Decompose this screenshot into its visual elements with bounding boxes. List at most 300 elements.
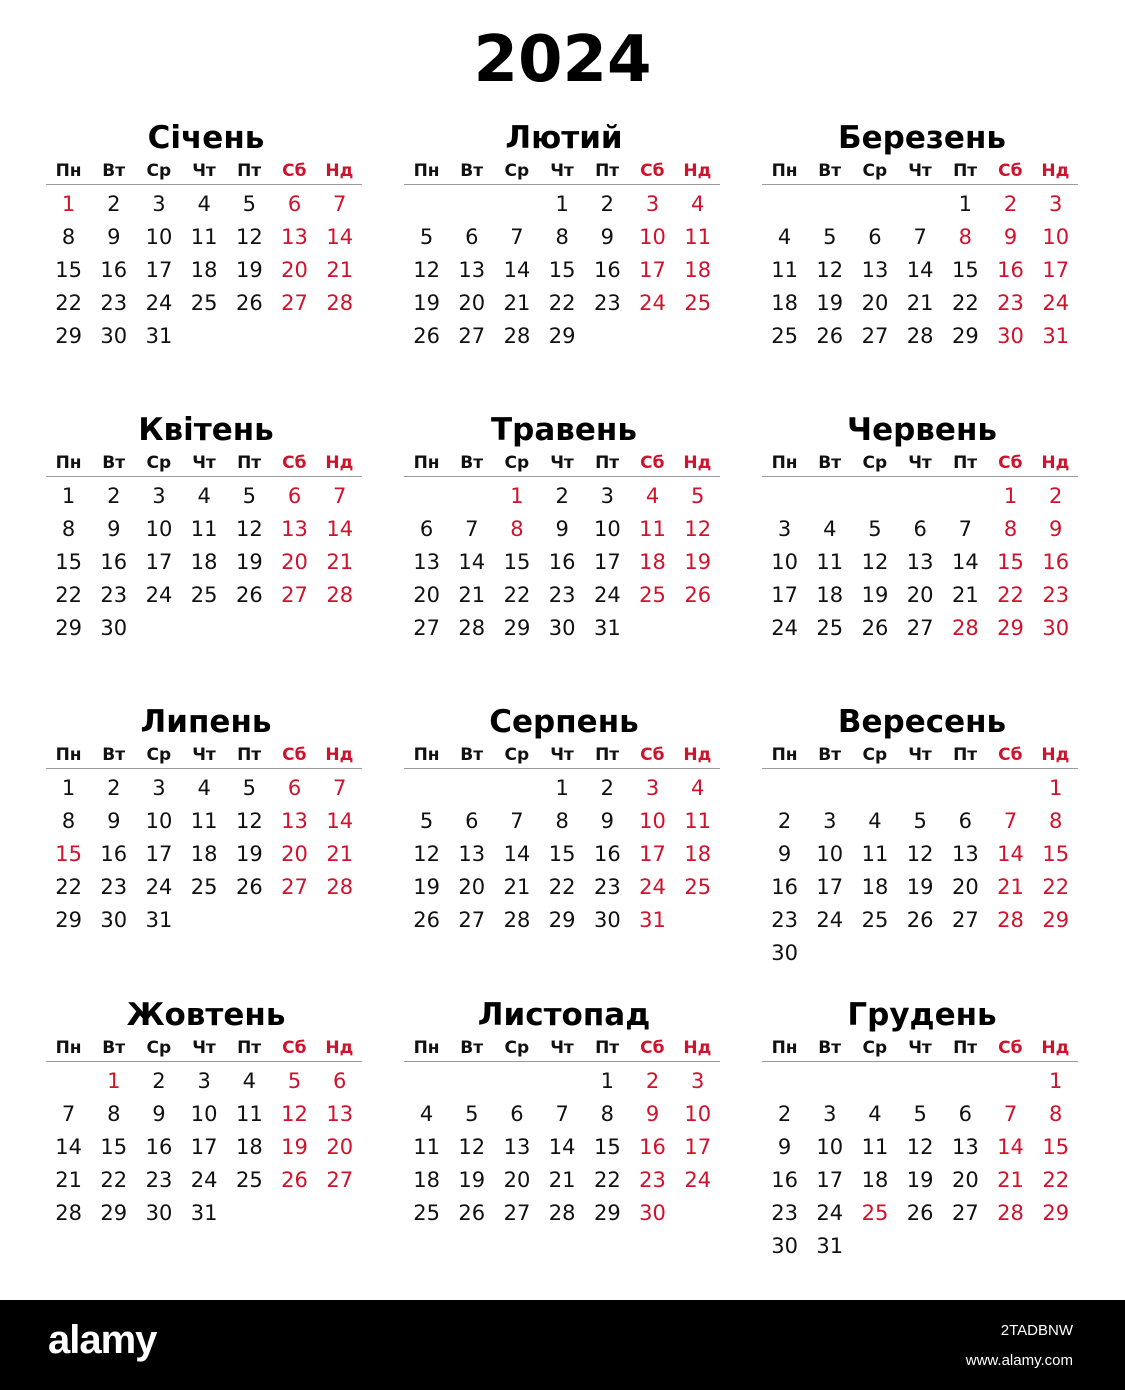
weekday-label: Пт	[953, 745, 978, 765]
day-cell: 16	[593, 842, 621, 866]
day-cell: 17	[1042, 258, 1070, 282]
day-cell: 2	[645, 1069, 660, 1093]
days-grid	[762, 768, 1078, 970]
day-cell: 18	[684, 842, 712, 866]
day-cell: 12	[861, 550, 889, 574]
weekday-label: Нд	[1041, 1038, 1070, 1058]
day-cell: 5	[242, 776, 257, 800]
day-cell: 2	[152, 1069, 166, 1093]
day-cell: 26	[281, 1168, 308, 1192]
day-cell: 10	[816, 842, 844, 866]
month-block	[46, 410, 366, 690]
month-name: Березень	[838, 120, 1006, 156]
day-cell: 23	[593, 875, 621, 899]
weekday-header	[762, 450, 1078, 477]
weekday-label: Сб	[640, 1038, 665, 1058]
empty-day-cell	[494, 188, 539, 221]
day-cell: 31	[593, 616, 621, 640]
empty-day-cell	[943, 1065, 988, 1098]
day-cell: 8	[107, 1102, 121, 1126]
day-cell: 22	[503, 583, 531, 607]
day-cell: 29	[997, 616, 1024, 640]
weekday-label: Ср	[504, 453, 530, 473]
day-cell: 28	[503, 324, 531, 348]
day-cell: 4	[691, 776, 705, 800]
day-cell: 5	[242, 484, 257, 508]
day-cell: 20	[413, 583, 440, 607]
day-cell: 21	[503, 291, 531, 315]
day-cell: 1	[600, 1069, 615, 1093]
day-cell: 18	[639, 550, 666, 574]
day-cell: 15	[55, 550, 82, 574]
day-cell: 25	[190, 875, 218, 899]
weekday-label: Пт	[953, 161, 978, 181]
day-cell: 31	[816, 1234, 844, 1258]
weekday-label: Чт	[550, 745, 574, 765]
day-cell: 5	[823, 225, 837, 249]
day-cell: 27	[281, 875, 308, 899]
empty-day-cell	[449, 188, 494, 221]
day-cell: 2	[1003, 192, 1018, 216]
weekday-label: Пн	[771, 745, 798, 765]
day-cell: 18	[190, 258, 218, 282]
month-name: Травень	[491, 412, 637, 448]
day-cell: 1	[61, 192, 76, 216]
day-cell: 18	[413, 1168, 440, 1192]
day-cell: 21	[906, 291, 934, 315]
empty-day-cell	[852, 188, 897, 221]
day-cell: 30	[593, 908, 621, 932]
day-cell: 21	[997, 1168, 1024, 1192]
weekday-label: Вт	[460, 745, 484, 765]
weekday-label: Нд	[1041, 745, 1070, 765]
empty-day-cell	[988, 772, 1033, 805]
day-cell: 9	[645, 1102, 660, 1126]
empty-day-cell	[807, 480, 852, 513]
day-cell: 21	[458, 583, 486, 607]
weekday-label: Пт	[595, 161, 620, 181]
day-cell: 24	[1042, 291, 1070, 315]
day-cell: 3	[197, 1069, 211, 1093]
day-cell: 19	[458, 1168, 486, 1192]
day-cell: 20	[281, 842, 308, 866]
day-cell: 16	[548, 550, 576, 574]
days-grid	[46, 476, 362, 645]
weekday-label: Нд	[683, 745, 712, 765]
day-cell: 9	[107, 517, 121, 541]
day-cell: 25	[413, 1201, 440, 1225]
day-cell: 22	[55, 291, 82, 315]
day-cell: 28	[548, 1201, 576, 1225]
day-cell: 29	[593, 1201, 621, 1225]
day-cell: 23	[639, 1168, 666, 1192]
weekday-label: Сб	[640, 453, 665, 473]
day-cell: 13	[906, 550, 934, 574]
day-cell: 23	[1042, 583, 1070, 607]
day-cell: 10	[145, 517, 173, 541]
day-cell: 11	[684, 809, 712, 833]
day-cell: 28	[997, 908, 1024, 932]
empty-day-cell	[898, 480, 943, 513]
empty-day-cell	[807, 1065, 852, 1098]
day-cell: 17	[145, 550, 173, 574]
day-cell: 13	[326, 1102, 354, 1126]
weekday-label: Сб	[640, 745, 665, 765]
day-cell: 14	[326, 225, 354, 249]
day-cell: 26	[906, 908, 934, 932]
weekday-label: Вт	[102, 1038, 126, 1058]
weekday-label: Пн	[413, 453, 440, 473]
day-cell: 12	[684, 517, 712, 541]
weekday-label: Ср	[862, 161, 888, 181]
weekday-label: Вт	[818, 453, 842, 473]
day-cell: 14	[997, 842, 1024, 866]
day-cell: 20	[326, 1135, 354, 1159]
day-cell: 10	[639, 809, 666, 833]
alamy-logo: alamy	[48, 1318, 157, 1362]
weekday-label: Сб	[282, 453, 307, 473]
day-cell: 27	[906, 616, 934, 640]
day-cell: 16	[100, 258, 128, 282]
weekday-header	[46, 1035, 362, 1062]
day-cell: 11	[190, 809, 218, 833]
day-cell: 12	[235, 225, 263, 249]
month-block	[46, 702, 366, 982]
day-cell: 20	[951, 875, 979, 899]
day-cell: 28	[997, 1201, 1024, 1225]
day-cell: 5	[913, 1102, 927, 1126]
day-cell: 19	[684, 550, 712, 574]
month-block	[46, 995, 366, 1275]
weekday-label: Пт	[595, 1038, 620, 1058]
day-cell: 6	[958, 809, 973, 833]
day-cell: 2	[107, 776, 121, 800]
day-cell: 4	[823, 517, 837, 541]
day-cell: 13	[458, 258, 486, 282]
day-cell: 15	[997, 550, 1024, 574]
weekday-label: Пт	[237, 745, 262, 765]
weekday-label: Ср	[146, 745, 172, 765]
weekday-label: Сб	[282, 745, 307, 765]
weekday-label: Сб	[998, 161, 1023, 181]
day-cell: 23	[100, 875, 128, 899]
month-block	[46, 118, 366, 398]
day-cell: 6	[287, 192, 302, 216]
days-grid	[404, 184, 720, 353]
weekday-label: Пн	[771, 1038, 798, 1058]
day-cell: 7	[1003, 809, 1018, 833]
day-cell: 12	[906, 1135, 934, 1159]
month-block	[762, 118, 1082, 398]
day-cell: 9	[600, 225, 615, 249]
weekday-label: Сб	[998, 453, 1023, 473]
day-cell: 15	[548, 258, 576, 282]
day-cell: 14	[997, 1135, 1024, 1159]
day-cell: 9	[152, 1102, 166, 1126]
day-cell: 26	[684, 583, 712, 607]
weekday-label: Пн	[771, 453, 798, 473]
day-cell: 11	[639, 517, 666, 541]
weekday-label: Ср	[146, 453, 172, 473]
day-cell: 20	[503, 1168, 531, 1192]
day-cell: 30	[100, 616, 128, 640]
day-cell: 1	[107, 1069, 121, 1093]
empty-day-cell	[404, 480, 449, 513]
day-cell: 31	[190, 1201, 218, 1225]
day-cell: 2	[600, 192, 615, 216]
day-cell: 6	[868, 225, 882, 249]
empty-day-cell	[898, 1065, 943, 1098]
day-cell: 22	[100, 1168, 128, 1192]
day-cell: 24	[816, 908, 844, 932]
day-cell: 13	[503, 1135, 531, 1159]
day-cell: 17	[190, 1135, 218, 1159]
day-cell: 30	[771, 941, 798, 965]
day-cell: 29	[1042, 1201, 1070, 1225]
weekday-header	[404, 742, 720, 769]
day-cell: 18	[190, 842, 218, 866]
day-cell: 26	[458, 1201, 486, 1225]
day-cell: 3	[645, 192, 660, 216]
empty-day-cell	[449, 772, 494, 805]
day-cell: 24	[771, 616, 798, 640]
empty-day-cell	[852, 772, 897, 805]
day-cell: 25	[235, 1168, 263, 1192]
weekday-label: Чт	[192, 453, 216, 473]
day-cell: 7	[510, 225, 524, 249]
day-cell: 4	[197, 776, 211, 800]
empty-day-cell	[762, 188, 807, 221]
day-cell: 10	[1042, 225, 1070, 249]
weekday-label: Нд	[325, 161, 354, 181]
weekday-label: Нд	[1041, 453, 1070, 473]
weekday-label: Сб	[282, 161, 307, 181]
days-grid	[404, 476, 720, 645]
empty-day-cell	[807, 188, 852, 221]
day-cell: 7	[913, 225, 927, 249]
weekday-label: Пн	[413, 161, 440, 181]
day-cell: 25	[190, 583, 218, 607]
weekday-label: Пн	[771, 161, 798, 181]
day-cell: 26	[413, 908, 440, 932]
day-cell: 28	[326, 291, 354, 315]
weekday-label: Нд	[325, 1038, 354, 1058]
day-cell: 30	[100, 908, 128, 932]
day-cell: 11	[861, 1135, 889, 1159]
weekday-label: Ср	[504, 161, 530, 181]
day-cell: 16	[771, 1168, 798, 1192]
weekday-label: Пн	[55, 161, 82, 181]
day-cell: 9	[777, 842, 792, 866]
weekday-label: Вт	[818, 745, 842, 765]
day-cell: 26	[413, 324, 440, 348]
day-cell: 14	[951, 550, 979, 574]
day-cell: 18	[816, 583, 844, 607]
day-cell: 17	[593, 550, 621, 574]
day-cell: 30	[639, 1201, 666, 1225]
day-cell: 23	[997, 291, 1024, 315]
empty-day-cell	[449, 1065, 494, 1098]
day-cell: 1	[61, 484, 76, 508]
day-cell: 31	[145, 908, 173, 932]
month-block	[404, 995, 724, 1275]
day-cell: 1	[1049, 1069, 1063, 1093]
day-cell: 8	[555, 225, 569, 249]
day-cell: 18	[684, 258, 712, 282]
day-cell: 25	[771, 324, 798, 348]
day-cell: 12	[235, 517, 263, 541]
month-name: Квітень	[138, 412, 274, 448]
day-cell: 12	[413, 258, 440, 282]
day-cell: 26	[235, 875, 263, 899]
weekday-label: Ср	[862, 1038, 888, 1058]
day-cell: 11	[816, 550, 844, 574]
day-cell: 27	[951, 908, 979, 932]
day-cell: 29	[548, 908, 576, 932]
empty-day-cell	[898, 188, 943, 221]
day-cell: 2	[777, 809, 792, 833]
day-cell: 7	[465, 517, 479, 541]
day-cell: 16	[639, 1135, 666, 1159]
day-cell: 7	[333, 192, 347, 216]
day-cell: 5	[868, 517, 882, 541]
day-cell: 15	[55, 258, 82, 282]
weekday-header	[404, 1035, 720, 1062]
year-title: 2024	[473, 23, 652, 97]
month-block	[404, 118, 724, 398]
month-name: Січень	[147, 120, 265, 156]
day-cell: 2	[107, 484, 121, 508]
day-cell: 8	[61, 517, 76, 541]
day-cell: 26	[906, 1201, 934, 1225]
day-cell: 12	[458, 1135, 486, 1159]
day-cell: 20	[281, 258, 308, 282]
empty-day-cell	[762, 1065, 807, 1098]
day-cell: 24	[145, 291, 173, 315]
day-cell: 12	[816, 258, 844, 282]
weekday-label: Пт	[953, 1038, 978, 1058]
day-cell: 1	[510, 484, 524, 508]
weekday-label: Чт	[192, 161, 216, 181]
day-cell: 9	[1003, 225, 1018, 249]
day-cell: 18	[861, 875, 889, 899]
day-cell: 22	[55, 583, 82, 607]
weekday-label: Вт	[460, 161, 484, 181]
day-cell: 4	[419, 1102, 434, 1126]
day-cell: 21	[548, 1168, 576, 1192]
day-cell: 19	[235, 842, 263, 866]
empty-day-cell	[404, 1065, 449, 1098]
day-cell: 6	[287, 484, 302, 508]
day-cell: 8	[1049, 1102, 1063, 1126]
day-cell: 11	[771, 258, 798, 282]
day-cell: 19	[861, 583, 889, 607]
month-name: Серпень	[489, 704, 639, 740]
day-cell: 10	[771, 550, 798, 574]
weekday-label: Сб	[282, 1038, 307, 1058]
site-url: www.alamy.com	[965, 1352, 1073, 1369]
day-cell: 14	[548, 1135, 576, 1159]
weekday-header	[46, 158, 362, 185]
weekday-label: Сб	[998, 1038, 1023, 1058]
day-cell: 2	[555, 484, 569, 508]
day-cell: 14	[326, 809, 354, 833]
day-cell: 2	[600, 776, 615, 800]
weekday-label: Вт	[102, 161, 126, 181]
day-cell: 7	[61, 1102, 76, 1126]
weekday-label: Пт	[953, 453, 978, 473]
day-cell: 16	[145, 1135, 173, 1159]
day-cell: 20	[861, 291, 889, 315]
weekday-label: Нд	[683, 1038, 712, 1058]
day-cell: 27	[951, 1201, 979, 1225]
day-cell: 30	[1042, 616, 1070, 640]
day-cell: 1	[555, 776, 569, 800]
day-cell: 28	[458, 616, 486, 640]
day-cell: 30	[997, 324, 1024, 348]
day-cell: 5	[419, 809, 434, 833]
day-cell: 6	[913, 517, 927, 541]
day-cell: 18	[190, 550, 218, 574]
day-cell: 25	[861, 1201, 889, 1225]
day-cell: 5	[465, 1102, 479, 1126]
days-grid	[762, 1061, 1078, 1263]
day-cell: 28	[951, 616, 979, 640]
day-cell: 30	[548, 616, 576, 640]
day-cell: 10	[145, 225, 173, 249]
day-cell: 19	[816, 291, 844, 315]
day-cell: 11	[413, 1135, 440, 1159]
day-cell: 12	[906, 842, 934, 866]
day-cell: 3	[152, 776, 166, 800]
day-cell: 4	[645, 484, 660, 508]
weekday-header	[404, 158, 720, 185]
day-cell: 25	[861, 908, 889, 932]
day-cell: 29	[1042, 908, 1070, 932]
weekday-label: Вт	[818, 1038, 842, 1058]
day-cell: 10	[190, 1102, 218, 1126]
day-cell: 24	[684, 1168, 712, 1192]
day-cell: 11	[190, 225, 218, 249]
day-cell: 8	[61, 225, 76, 249]
weekday-label: Чт	[908, 745, 932, 765]
weekday-label: Сб	[640, 161, 665, 181]
day-cell: 8	[600, 1102, 615, 1126]
day-cell: 25	[684, 875, 712, 899]
day-cell: 17	[145, 258, 173, 282]
day-cell: 29	[55, 908, 82, 932]
weekday-header	[404, 450, 720, 477]
day-cell: 25	[816, 616, 844, 640]
day-cell: 26	[861, 616, 889, 640]
day-cell: 17	[145, 842, 173, 866]
day-cell: 20	[458, 875, 486, 899]
weekday-label: Чт	[550, 1038, 574, 1058]
day-cell: 4	[868, 1102, 882, 1126]
days-grid	[762, 476, 1078, 645]
month-name: Липень	[140, 704, 272, 740]
day-cell: 29	[55, 324, 82, 348]
day-cell: 19	[413, 875, 440, 899]
days-grid	[404, 768, 720, 937]
empty-day-cell	[494, 1065, 539, 1098]
day-cell: 19	[906, 1168, 934, 1192]
day-cell: 12	[235, 809, 263, 833]
day-cell: 11	[684, 225, 712, 249]
weekday-label: Чт	[908, 453, 932, 473]
day-cell: 5	[913, 809, 927, 833]
day-cell: 20	[458, 291, 486, 315]
